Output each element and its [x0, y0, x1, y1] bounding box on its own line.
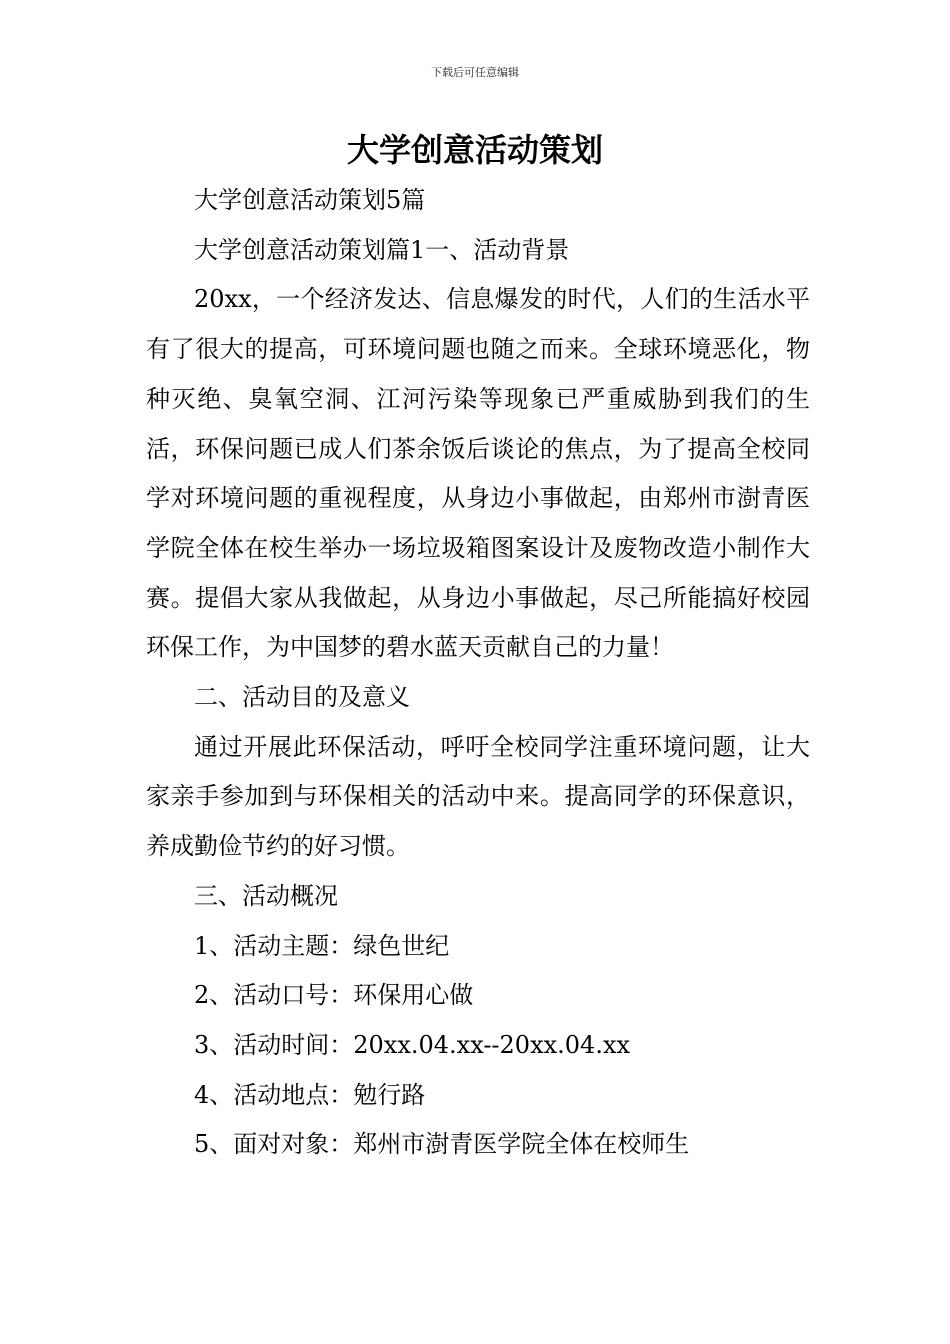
paragraph-section-2-heading: 二、活动目的及意义 — [194, 683, 410, 712]
paragraph-location: 4、活动地点：勉行路 — [194, 1080, 426, 1109]
document-title: 大学创意活动策划 — [346, 131, 603, 169]
paragraph-audience: 5、面对对象：郑州市澍青医学院全体在校师生 — [194, 1130, 690, 1159]
paragraph-subtitle: 大学创意活动策划5篇 — [194, 186, 426, 214]
paragraph-section-3-heading: 三、活动概况 — [194, 881, 338, 910]
header-note: 下载后可任意编辑 — [431, 66, 519, 79]
paragraph-theme: 1、活动主题：绿色世纪 — [194, 931, 450, 960]
paragraph-time: 3、活动时间：20xx.04.xx--20xx.04.xx — [194, 1030, 631, 1059]
document-body — [146, 176, 810, 1170]
paragraph-background: 20xx，一个经济发达、信息爆发的时代，人们的生活水平有了很大的提高，可环境问题也随之而来。全球环境恶化，物种灭绝、臭氧空洞、江河污染等现象已严重威胁到我们的生活，环保问题已成人们茶余饭后谈论的焦点，为了提高全校同学对环境问题的重视程度，从身边小事做起，由郑州市澍青医学院全体在校生举办一场垃圾箱图案设计及废物改造小制作大赛。提倡大家从我做起，从身边小事做起，尽己所能搞好校园环保工作，为中国梦的碧水蓝天贡献自己的力量！ — [146, 285, 810, 662]
paragraph-slogan: 2、活动口号：环保用心做 — [194, 981, 474, 1010]
paragraph-section-1-heading: 大学创意活动策划篇1一、活动背景 — [194, 235, 570, 264]
paragraph-purpose: 通过开展此环保活动，呼吁全校同学注重环境问题，让大家亲手参加到与环保相关的活动中来。提高同学的环保意识，养成勤俭节约的好习惯。 — [146, 732, 810, 861]
